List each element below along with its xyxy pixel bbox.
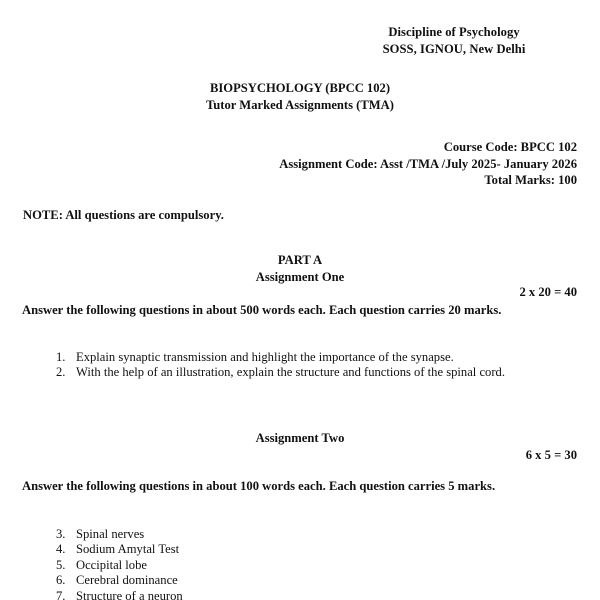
assignment-type: Tutor Marked Assignments (TMA) [206,97,394,112]
question-text: Structure of a neuron [76,588,183,600]
assignment-two-marks: 6 x 5 = 30 [525,448,577,462]
organisation-block [330,24,578,57]
question-number: 5. [56,557,66,572]
question-text: Occipital lobe [76,557,147,572]
question-text: Explain synaptic transmission and highlight the importance of the synapse. [76,350,454,364]
list-item [56,350,546,365]
question-text: Cerebral dominance [76,573,178,588]
question-number: 4. [56,542,66,557]
assignment-one-question-list [56,350,546,381]
list-item [56,589,476,600]
list-item [56,542,476,557]
list-item [56,573,476,588]
question-text: Spinal nerves [76,527,145,541]
course-name: BIOPSYCHOLOGY (BPCC 102) [209,81,391,95]
part-label: PART A [277,253,323,267]
course-code-block [23,139,577,189]
part-a-heading-block [23,252,577,285]
total-marks: Total Marks: 100 [484,173,577,187]
question-number: 6. [56,573,66,588]
assignment-two-question-list [56,527,476,600]
assignment-code: Assignment Code: Asst /TMA /July 2025- January 2026 [279,156,577,171]
list-item [56,365,546,380]
assignment-one-instruction: Answer the following questions in about 500 words each. Each question carries 20 marks. [22,303,502,317]
institution-line: SOSS, IGNOU, New Delhi [382,41,526,56]
course-code: Course Code: BPCC 102 [443,140,577,154]
question-number: 7. [56,588,66,600]
note-line: NOTE: All questions are compulsory. [23,208,224,222]
assignment-one-marks: 2 x 20 = 40 [519,285,577,299]
assignment-two-instruction: Answer the following questions in about 100 words each. Each question carries 5 marks. [22,479,496,493]
list-item [56,527,476,542]
question-text: With the help of an illustration, explain the structure and functions of the spinal cord. [76,365,505,380]
course-title-block [23,80,577,113]
assignment-one-heading: Assignment One [255,269,345,284]
question-number: 3. [56,527,66,541]
assignment-two-heading: Assignment Two [255,431,345,445]
discipline-line: Discipline of Psychology [388,25,520,39]
question-text: Sodium Amytal Test [76,542,180,557]
question-number: 1. [56,350,66,364]
list-item [56,558,476,573]
question-number: 2. [56,365,66,380]
